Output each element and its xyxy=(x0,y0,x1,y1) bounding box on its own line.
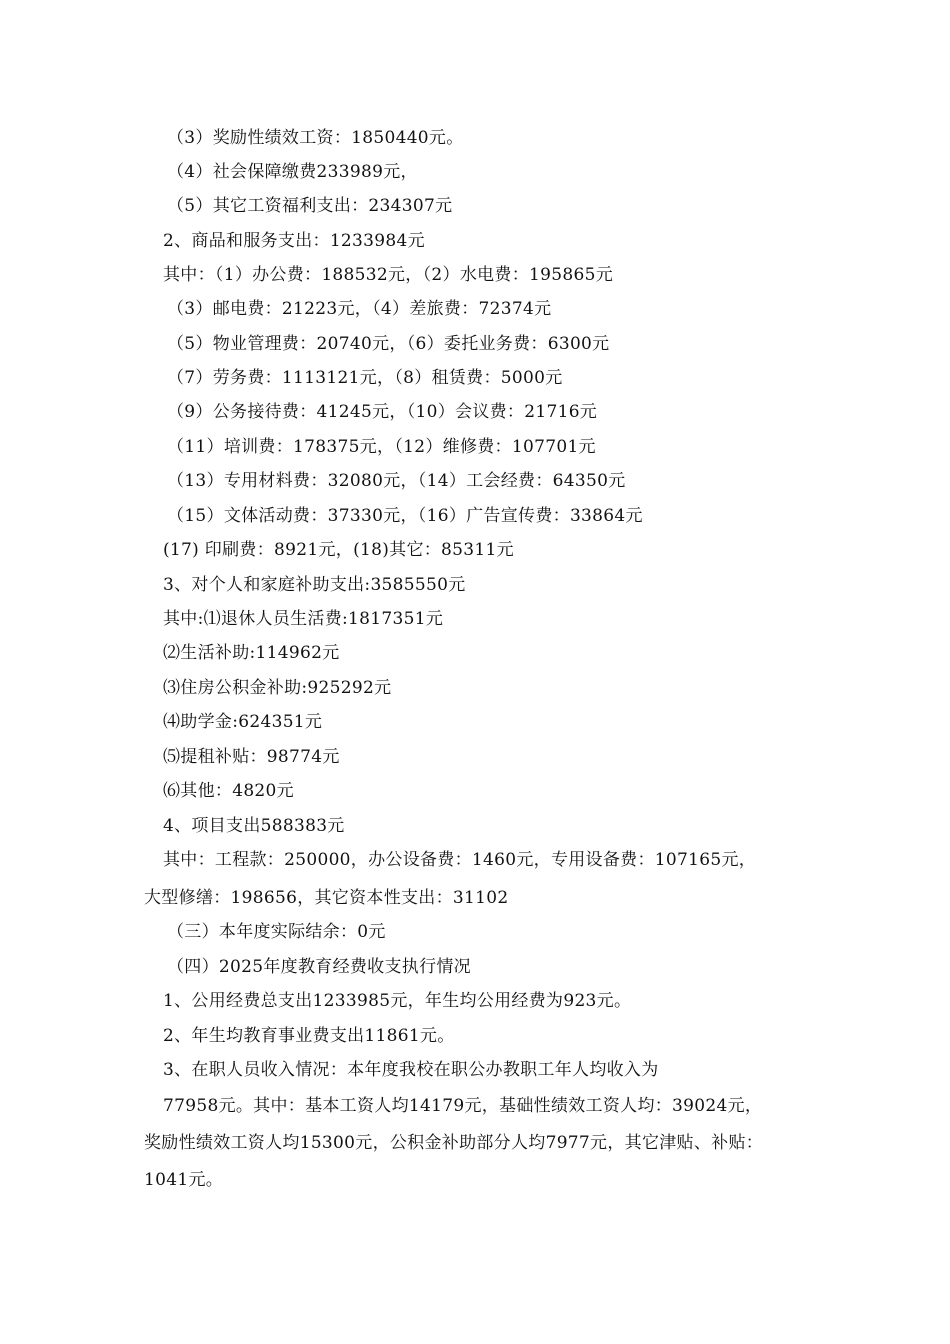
text-line: 1、公用经费总支出1233985元，年生均公用经费为923元。 xyxy=(163,991,632,1011)
text-line: 大型修缮：198656，其它资本性支出：31102 xyxy=(144,888,509,908)
text-line: 4、项目支出588383元 xyxy=(163,816,345,836)
text-line: 其中：（1）办公费：188532元，（2）水电费：195865元 xyxy=(163,265,614,285)
text-line: 1041元。 xyxy=(144,1170,224,1190)
text-line: （3）奖励性绩效工资：1850440元。 xyxy=(167,128,464,148)
text-line: （11）培训费：178375元，（12）维修费：107701元 xyxy=(167,437,596,457)
text-line: 其中：工程款：250000，办公设备费：1460元，专用设备费：107165元， xyxy=(163,850,757,870)
text-line: 奖励性绩效工资人均15300元，公积金补助部分人均7977元，其它津贴、补贴： xyxy=(144,1133,764,1153)
text-line: 2、年生均教育事业费支出11861元。 xyxy=(163,1026,455,1046)
text-line: ⑹其他：4820元 xyxy=(163,781,294,801)
text-line: 3、在职人员收入情况：本年度我校在职公办教职工年人均收入为 xyxy=(163,1060,659,1080)
text-line: 2、商品和服务支出：1233984元 xyxy=(163,231,425,251)
text-line: ⑷助学金:624351元 xyxy=(163,712,323,732)
text-line: （5）其它工资福利支出：234307元 xyxy=(167,196,453,216)
text-line: 3、对个人和家庭补助支出:3585550元 xyxy=(163,575,466,595)
text-line: (17) 印刷费：8921元，(18)其它：85311元 xyxy=(163,540,514,560)
text-line: （15）文体活动费：37330元，（16）广告宣传费：33864元 xyxy=(167,506,643,526)
text-line: ⑶住房公积金补助:925292元 xyxy=(163,678,392,698)
text-line: 77958元。其中：基本工资人均14179元，基础性绩效工资人均：39024元， xyxy=(163,1096,763,1116)
text-line: （3）邮电费：21223元，（4）差旅费：72374元 xyxy=(167,299,552,319)
text-line: ⑸提租补贴：98774元 xyxy=(163,747,340,767)
text-line: （9）公务接待费：41245元，（10）会议费：21716元 xyxy=(167,402,598,422)
text-line: （4）社会保障缴费233989元， xyxy=(167,162,418,182)
text-line: （7）劳务费：1113121元，（8）租赁费：5000元 xyxy=(167,368,563,388)
text-line: （三）本年度实际结余：0元 xyxy=(167,922,386,942)
text-line: （13）专用材料费：32080元，（14）工会经费：64350元 xyxy=(167,471,626,491)
text-line: （5）物业管理费：20740元，（6）委托业务费：6300元 xyxy=(167,334,610,354)
text-line: （四）2025年度教育经费收支执行情况 xyxy=(167,957,471,977)
text-line: 其中:⑴退休人员生活费:1817351元 xyxy=(163,609,444,629)
text-line: ⑵生活补助:114962元 xyxy=(163,643,340,663)
